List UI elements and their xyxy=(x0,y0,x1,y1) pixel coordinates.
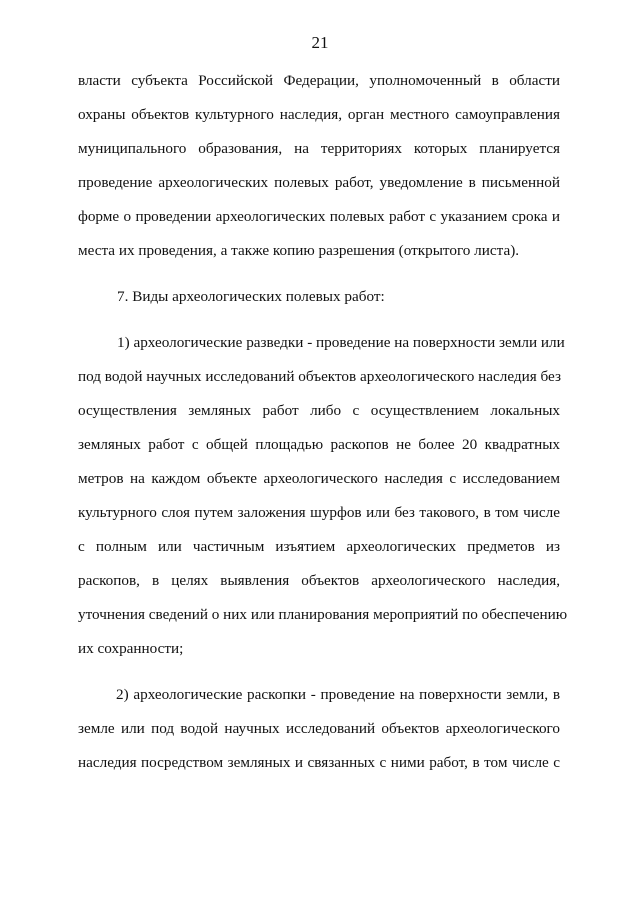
paragraph-item-1 xyxy=(78,326,568,666)
text-line: метров на каждом объекте археологического наследия с исследованием xyxy=(78,470,560,487)
text-line: раскопов, в целях выявления объектов археологического наследия, xyxy=(78,572,560,589)
text-line: их сохранности; xyxy=(78,640,184,657)
text-line: места их проведения, а также копию разрешения (открытого листа). xyxy=(78,242,520,259)
text-line: 1) археологические разведки - проведение на поверхности земли или xyxy=(117,334,565,351)
text-line: форме о проведении археологических полевых работ с указанием срока и xyxy=(78,208,560,225)
text-line: осуществления земляных работ либо с осуществлением локальных xyxy=(78,402,560,419)
text-line: проведение археологических полевых работ, уведомление в письменной xyxy=(78,174,560,191)
text-line: муниципального образования, на территориях которых планируется xyxy=(78,140,560,157)
paragraph-notification xyxy=(78,64,560,268)
text-line: власти субъекта Российской Федерации, уполномоченный в области xyxy=(78,72,560,89)
text-line: охраны объектов культурного наследия, орган местного самоуправления xyxy=(78,106,560,123)
text-line: уточнения сведений о них или планирования мероприятий по обеспечению xyxy=(78,606,568,623)
document-body xyxy=(78,64,568,780)
text-line: наследия посредством земляных и связанных с ними работ, в том числе с xyxy=(78,754,560,771)
text-line: 2) археологические раскопки - проведение на поверхности земли, в xyxy=(116,686,560,703)
text-line: под водой научных исследований объектов археологического наследия без xyxy=(78,368,561,385)
text-line: с полным или частичным изъятием археологических предметов из xyxy=(78,538,560,555)
section-heading: 7. Виды археологических полевых работ: xyxy=(117,288,385,305)
text-line: земле или под водой научных исследований объектов археологического xyxy=(78,720,560,737)
text-line: культурного слоя путем заложения шурфов или без такового, в том числе xyxy=(78,504,560,521)
page-number: 21 xyxy=(311,33,329,52)
paragraph-item-2 xyxy=(78,678,560,780)
text-line: земляных работ с общей площадью раскопов не более 20 квадратных xyxy=(78,436,560,453)
section-heading-7 xyxy=(78,280,560,314)
